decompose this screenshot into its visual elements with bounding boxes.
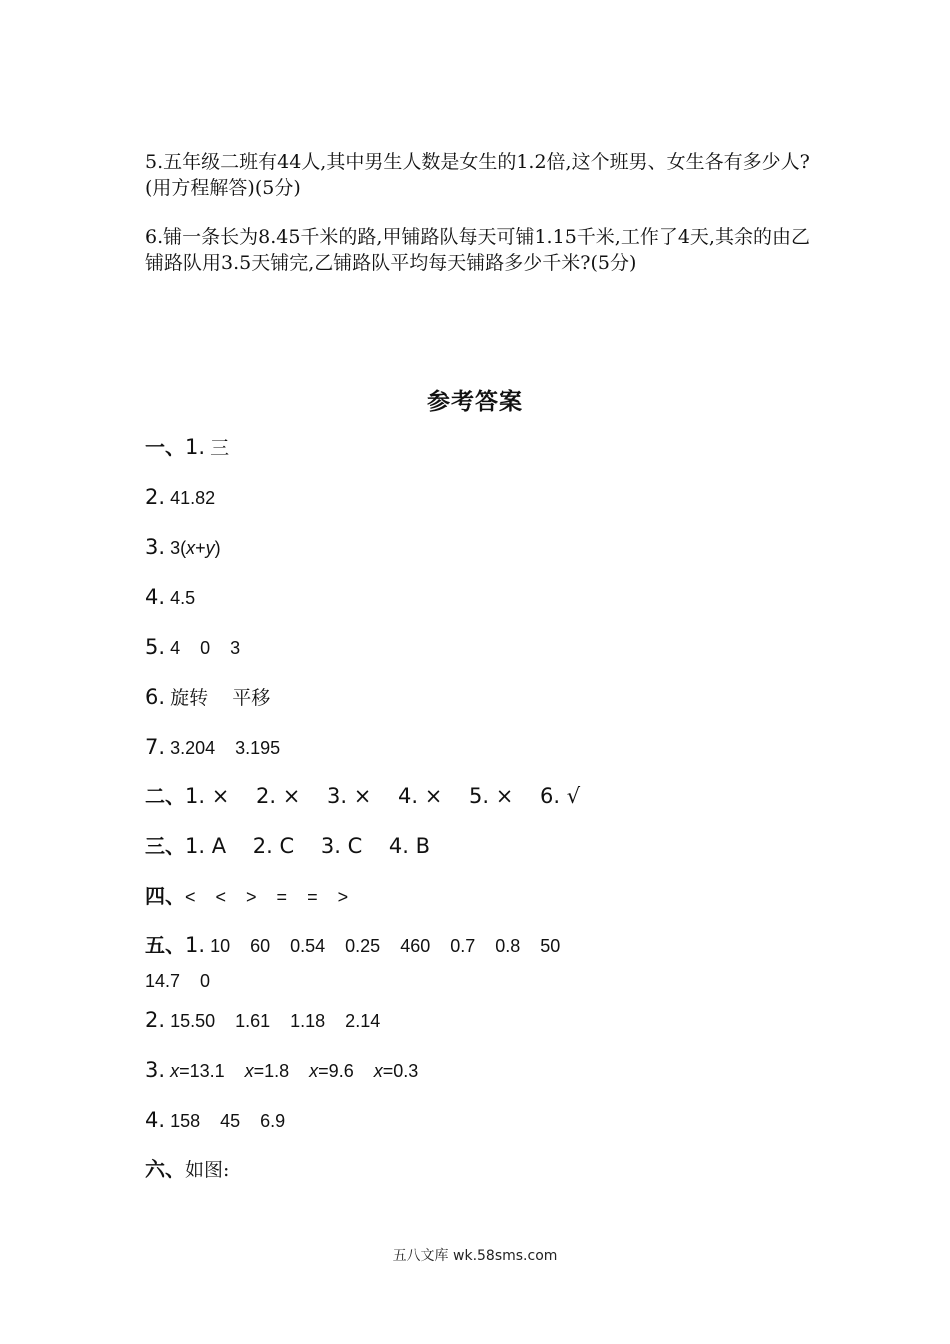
- answer-5-1: [145, 932, 560, 959]
- answer-value: 4.5: [170, 588, 196, 608]
- answer-value: 1. × 2. × 3. × 4. × 5. × 6. √: [185, 784, 581, 808]
- answer-5-1-continued: [145, 968, 210, 994]
- section-label: 一、: [145, 435, 185, 459]
- answer-value: =1.8: [253, 1061, 310, 1081]
- answer-value: =13.1: [179, 1061, 245, 1081]
- item-number: 2.: [145, 485, 166, 509]
- section-label: 五、: [145, 933, 185, 957]
- answer-value: 158 45 6.9: [170, 1111, 286, 1131]
- item-number: 4.: [145, 585, 166, 609]
- variable-x: x: [373, 1061, 383, 1081]
- answer-section-2: [145, 783, 580, 810]
- answer-1-2: [145, 484, 215, 511]
- answer-value: < < > = = >: [185, 887, 349, 907]
- answer-value: 15.50 1.61 1.18 2.14: [170, 1011, 381, 1031]
- answer-value: 如图:: [185, 1159, 230, 1181]
- answer-5-4: [145, 1107, 285, 1134]
- answer-value: 旋转 平移: [170, 687, 271, 709]
- answer-section-3: [145, 833, 430, 860]
- variable-x: x: [244, 1061, 254, 1081]
- answer-value: 41.82: [170, 488, 216, 508]
- answer-5-2: [145, 1007, 380, 1034]
- answer-value: =0.3: [382, 1061, 419, 1081]
- item-number: 3.: [145, 535, 166, 559]
- answer-value: 三: [210, 437, 230, 459]
- item-number: 6.: [145, 685, 166, 709]
- item-number: 7.: [145, 735, 166, 759]
- answer-1-7: [145, 734, 280, 761]
- answer-1-6: [145, 684, 270, 711]
- answer-value: 10 60 0.54 0.25 460 0.7 0.8 50: [210, 936, 561, 956]
- answer-value: 14.7 0: [145, 971, 211, 991]
- question-5: 5.五年级二班有44人,其中男生人数是女生的1.2倍,这个班男、女生各有多少人?(用方程解答)(5分): [145, 151, 810, 199]
- variable-x: x: [186, 538, 196, 558]
- item-number: 5.: [145, 635, 166, 659]
- variable-x: x: [170, 1061, 180, 1081]
- section-label: 六、: [145, 1157, 185, 1181]
- variable-x: x: [309, 1061, 319, 1081]
- item-number: 1.: [185, 435, 206, 459]
- plus-sign: +: [195, 538, 206, 558]
- item-number: 4.: [145, 1108, 166, 1132]
- section-label: 二、: [145, 784, 185, 808]
- answer-1-3: [145, 534, 221, 561]
- answer-value: =9.6: [318, 1061, 374, 1081]
- variable-y: y: [205, 538, 215, 558]
- answer-1-5: [145, 634, 240, 661]
- footer-watermark: 五八文库 wk.58sms.com: [392, 1248, 558, 1264]
- answer-value: 3.204 3.195: [170, 738, 281, 758]
- answer-value: 1. A 2. C 3. C 4. B: [185, 834, 431, 858]
- section-label: 四、: [145, 884, 185, 908]
- item-number: 3.: [145, 1058, 166, 1082]
- answer-1-1: [145, 434, 229, 461]
- item-number: 1.: [185, 933, 206, 957]
- answer-title: 参考答案: [427, 389, 523, 415]
- answer-value-prefix: 3(: [170, 538, 187, 558]
- answer-section-4: [145, 883, 348, 910]
- answer-value-suffix: ): [214, 538, 221, 558]
- question-6: 6.铺一条长为8.45千米的路,甲铺路队每天可铺1.15千米,工作了4天,其余的由乙铺路队用3.5天铺完,乙铺路队平均每天铺路多少千米?(5分): [145, 226, 810, 274]
- item-number: 2.: [145, 1008, 166, 1032]
- section-label: 三、: [145, 834, 185, 858]
- answer-1-4: [145, 584, 195, 611]
- answer-5-3: [145, 1057, 418, 1084]
- answer-section-6: [145, 1156, 229, 1183]
- answer-value: 4 0 3: [170, 638, 241, 658]
